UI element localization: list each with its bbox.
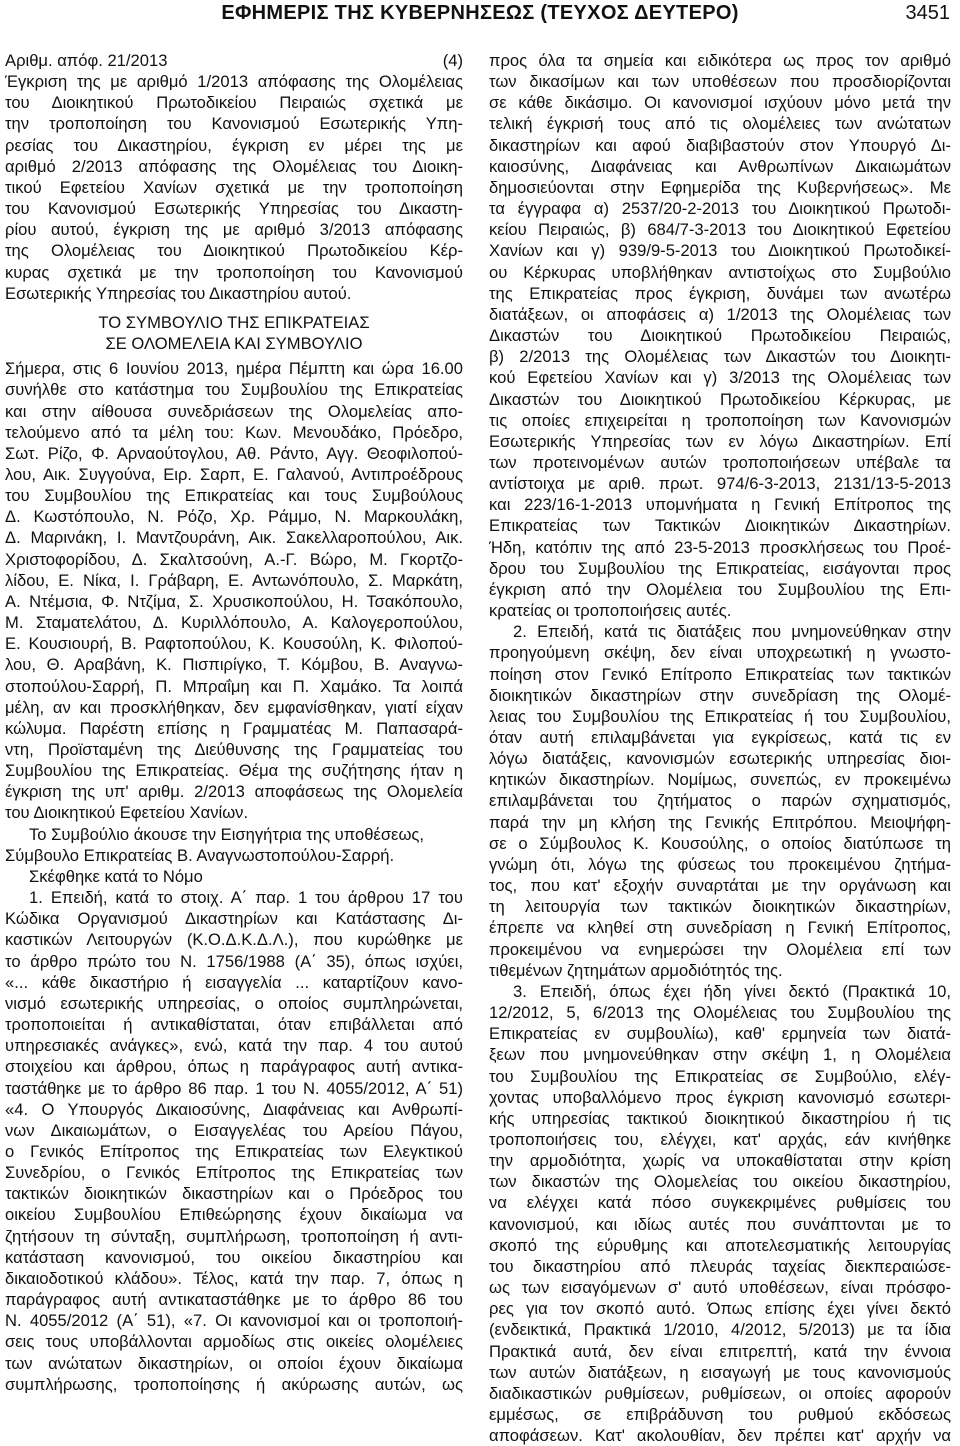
text-line: του Διοικητικού Πρωτοδικείου Πειραιώς σχετικά με bbox=[5, 93, 463, 113]
text-line: ρεσίας του Δικαστηρίου, έγκριση εν μέρει της με bbox=[5, 135, 463, 155]
text-line: αντίστοιχα με αριθ. πρωτ. 974/6-3-2013, 2131/13-5-2013 bbox=[489, 474, 951, 494]
text-line: των ανώτατων δικαστηρίων, οι οποίοι έχουν δικαίωμα bbox=[5, 1353, 463, 1373]
text-line: διαδικαστικών ρυθμίσεων, ρυθμίσεων, οι οποίες αφορούν bbox=[489, 1383, 951, 1403]
text-line: ρες για τον σκοπό αυτό. Όπως επίσης έχει γίνει δεκτό bbox=[489, 1299, 951, 1319]
page-number: 3451 bbox=[905, 2, 950, 24]
text-line: λίδου, Ε. Νίκα, Ι. Γράβαρη, Ε. Αντωνόπουλο, Σ. Μαρκάτη, bbox=[5, 570, 463, 590]
text-line: Δικαστών του Διοικητικού Πρωτοδικείου Κέρκυρας, με bbox=[489, 389, 951, 409]
text-line: Α. Ντέμσια, Φ. Ντζίμα, Σ. Χρυσικοπούλου, Η. Τσακόπουλο, bbox=[5, 591, 463, 611]
text-line: γνώμη ότι, λόγω της φύσεως του προκειμένου ζητήμα- bbox=[489, 854, 951, 874]
decision-summary bbox=[5, 71, 463, 304]
text-line: τα έγγραφα α) 2537/20-2-2013 του Διοικητικού Πρωτοδι- bbox=[489, 199, 951, 219]
text-line: δικαστηρίων και αφού διαβιβαστούν στον Υπουργό Δι- bbox=[489, 135, 951, 155]
text-line: σεις τους υποβάλλονται αρμοδίως στις οικείες ολομέλειες bbox=[5, 1332, 463, 1352]
text-line: Εσωτερικής Υπηρεσίας του Δικαστηρίου αυτού. bbox=[5, 283, 352, 303]
council-heading bbox=[5, 312, 463, 354]
text-line: ποίηση στον Γενικό Επίτροπο Επικρατείας των τακτικών bbox=[489, 664, 951, 684]
text-line: λου, Αικ. Συγγούνα, Ειρ. Σαρπ, Ε. Γαλανού, Αντιπροέδρους bbox=[5, 464, 463, 484]
text-line: 3. Επειδή, όπως έχει ήδη γίνει δεκτό (Πρακτικά 10, bbox=[513, 981, 951, 1001]
text-line: κρατείας οι τροποποιήσεις αυτές. bbox=[489, 601, 732, 621]
text-line: την αρμοδιότητα, χωρίς να υποκαθίσταται στην κρίση bbox=[489, 1151, 951, 1171]
text-line: β) 2/2013 της Ολομέλειας των Δικαστών του Διοικητι- bbox=[489, 347, 951, 367]
text-line: κυρας σχετικά με την τροποποίηση του Κανονισμού bbox=[5, 262, 463, 282]
text-line: υπηρεσιακές ανάγκες», ενώ, κατά την παρ. 4 του αυτού bbox=[5, 1036, 463, 1056]
text-line: επιλαμβάνεται του ζητήματος ο παρών σχηματισμός, bbox=[489, 791, 951, 811]
text-line: Δικαστών του Διοικητικού Πρωτοδικείου Πειραιώς, bbox=[489, 326, 951, 346]
text-line: τακτικών διοικητικών δικαστηρίων και ο Πρόεδρος του bbox=[5, 1184, 463, 1204]
council-heading-line-1: ΤΟ ΣΥΜΒΟΥΛΙΟ ΤΗΣ ΕΠΙΚΡΑΤΕΙΑΣ bbox=[98, 312, 370, 332]
text-line: Δ. Κωστόπουλο, Ν. Ρόζο, Χρ. Ράμμο, Ν. Μαρκουλάκη, bbox=[5, 507, 463, 527]
text-line: έγκριση από την Ολομέλεια του Συμβουλίου της Επι- bbox=[489, 579, 951, 599]
text-line: αποφάσεων. Κατ' ακολουθίαν, δεν πρέπει κατ' αρχήν να bbox=[489, 1426, 951, 1446]
text-line: ζητήσουν τη σύνταξη, συμπλήρωση, τροποποίηση ή αντι- bbox=[5, 1226, 463, 1246]
text-line: συμπλήρωσης, τροποποίησης ή ακύρωσης αυτών, ως bbox=[5, 1374, 463, 1394]
text-line: στοπούλου-Σαρρή, Π. Μπραΐμη και Π. Χαμάκο. Τα λοιπά bbox=[5, 676, 463, 696]
text-line: σε ο Σύμβουλος Κ. Κουσούλης, ο οποίος διατύπωσε τη bbox=[489, 833, 951, 853]
text-line: παρά την μη κλήση της Γενικής Επιτρόπου. Μειοψήφη- bbox=[489, 812, 951, 832]
text-line: διοικητικών δικαστηρίων στην συνεδρίαση της Ολομέ- bbox=[489, 685, 951, 705]
text-line: του Συμβουλίου της Επικρατείας σε Συμβούλιο, ελέγ- bbox=[489, 1066, 951, 1086]
text-line: προς όλα τα σημεία και ειδικότερα ως προς τον αριθμό bbox=[489, 51, 951, 70]
text-line: λόγω διατάξεις, κανονισμών εσωτερικής υπηρεσίας διοι- bbox=[489, 749, 951, 769]
right-column bbox=[489, 50, 951, 1446]
text-line: Πρακτικά αυτά, δεν είναι επιτρεπτή, κατά την έννοια bbox=[489, 1341, 951, 1361]
text-line: της Επικρατείας προς έγκριση, δυνάμει των ανωτέρω bbox=[489, 283, 951, 303]
text-line: ο Γενικός Επίτροπος της Επικρατείας των Ελεγκτικού bbox=[5, 1141, 463, 1161]
left-body-text bbox=[5, 358, 463, 1395]
text-line: Έγκριση της με αριθμό 1/2013 απόφασης της Ολομέλειας bbox=[5, 72, 463, 92]
text-line: Σκέφθηκε κατά το Νόμο bbox=[29, 866, 203, 886]
text-line: τικού Εφετείου Χανίων σχετικά με την τροποποίηση bbox=[5, 177, 463, 197]
gazette-title: ΕΦΗΜΕΡΙΣ ΤΗΣ ΚΥΒΕΡΝΗΣΕΩΣ (ΤΕΥΧΟΣ ΔΕΥΤΕΡΟ) bbox=[221, 2, 739, 24]
text-line: προηγούμενη σκέψη, δεν είναι υποχρεωτική η γνωστο- bbox=[489, 643, 951, 663]
text-line: τροποποιήσεις του, ελέγχει, κατ' αρχάς, εάν κινήθηκε bbox=[489, 1129, 951, 1149]
text-line: και στην αίθουσα συνεδριάσεων της Ολομελείας απο- bbox=[5, 401, 463, 421]
text-line: σκοπό της εύρυθμης και αποτελεσματικής λειτουργίας bbox=[489, 1235, 951, 1255]
text-line: νισμό εσωτερικής υπηρεσίας, ο οποίος συμπληρώνεται, bbox=[5, 993, 463, 1013]
text-line: κώλυμα. Παρέστη επίσης η Γραμματέας Μ. Παπασαρά- bbox=[5, 718, 463, 738]
text-line: Δ. Μαρινάκη, Ι. Μαντζουράνη, Αικ. Σακελλαροπούλου, Αικ. bbox=[5, 528, 463, 548]
text-line: των δικασίμων και των υποθέσεων που προσδιορίζονται bbox=[489, 72, 951, 92]
page-header bbox=[0, 0, 960, 36]
text-line: Σήμερα, στις 6 Ιουνίου 2013, ημέρα Πέμπτη και ώρα 16.00 bbox=[5, 359, 463, 379]
text-line: ξεων που μνημονεύθηκαν στην σκέψη 1, η Ολομέλεια bbox=[489, 1045, 951, 1065]
text-line: συνήλθε στο κατάστημα του Συμβουλίου της Επικρατείας bbox=[5, 380, 463, 400]
decision-line bbox=[5, 50, 463, 71]
text-line: τελική έγκρισή τους από τις ολομέλειες των ανώτατων bbox=[489, 114, 951, 134]
text-line: μέλη, αν και προσκλήθηκαν, δεν εμφανίσθηκαν, γιατί είχαν bbox=[5, 697, 463, 717]
text-line: έπρεπε να κληθεί στη συνεδρίαση η Γενική Επίτροπος, bbox=[489, 918, 951, 938]
text-line: στοιχείου και άρθρου, όπως η παράγραφος αυτή αντικα- bbox=[5, 1057, 463, 1077]
text-line: παράγραφος αυτή αντικαταστάθηκε με το άρθρο 86 του bbox=[5, 1290, 463, 1310]
right-body-text bbox=[489, 50, 951, 1446]
text-line: τελούμενο από τα μέλη του: Κων. Μενουδάκο, Πρόεδρο, bbox=[5, 422, 463, 442]
text-line: δρου του Συμβουλίου της Επικρατείας, εισάγονται προς bbox=[489, 558, 951, 578]
text-line: των δικαστών της Ολομελείας του οικείου δικαστηρίου, bbox=[489, 1172, 951, 1192]
text-line: ου Κέρκυρας υποβλήθηκαν αντιστοίχως στο Συμβούλιο bbox=[489, 262, 951, 282]
text-line: ρίου αυτού, έγκριση της με αριθμό 3/2013 απόφασης bbox=[5, 220, 463, 240]
decision-index: (4) bbox=[442, 51, 463, 70]
text-line: Ήδη, κατόπιν της από 23-5-2013 προσκλήσεως του Προέ- bbox=[489, 537, 951, 557]
text-line: λειας του Συμβουλίου της Επικρατείας ή του Συμβουλίου, bbox=[489, 706, 951, 726]
text-line: αριθμό 2/2013 απόφασης της Ολομέλειας του Διοικη- bbox=[5, 156, 463, 176]
text-line: του Διοικητικού Εφετείου Χανίων. bbox=[5, 803, 249, 823]
text-line: (ενδεικτικά, Πρακτικά 1/2010, 4/2012, 5/2013) με τα ίδια bbox=[489, 1320, 951, 1340]
text-line: Το Συμβούλιο άκουσε την Εισηγήτρια της υποθέσεως, bbox=[29, 824, 425, 844]
text-line: κανονισμού, και ιδίως αυτές που συνάπτονται με το bbox=[489, 1214, 951, 1234]
text-line: ταστάθηκε με το άρθρο 86 παρ. 1 του Ν. 4055/2012, Α΄ 51) bbox=[5, 1078, 463, 1098]
text-line: Ν. 4055/2012 (Α΄ 51), «7. Οι κανονισμοί και οι τροποποιή- bbox=[5, 1311, 463, 1331]
text-line: οικείου Συμβουλίου Επιθεώρησης έχουν δικαίωμα να bbox=[5, 1205, 463, 1225]
text-line: Ε. Κουσιουρή, Β. Ραφτοπούλου, Κ. Κουσούλη, Κ. Φιλοπού- bbox=[5, 634, 463, 654]
text-line: Συνεδρίου, ο Γενικός Επίτροπος της Επικρατείας των bbox=[5, 1163, 463, 1183]
text-line: Σύμβουλο Επικρατείας Β. Αναγνωστοπούλου-Σαρρή. bbox=[5, 845, 395, 865]
text-line: Εσωτερικής Υπηρεσίας των εν λόγω Δικαστηρίων. Επί bbox=[489, 431, 951, 451]
text-line: την τροποποίηση του Κανονισμού Εσωτερικής Υπη- bbox=[5, 114, 463, 134]
decision-ref: Αριθμ. απόφ. 21/2013 bbox=[5, 51, 168, 70]
text-line: κής υπηρεσίας τακτικού διοικητικού δικαστηρίου ή τις bbox=[489, 1108, 951, 1128]
text-line: 12/2012, 5, 6/2013 της Ολομέλειας του Συμβουλίου της bbox=[489, 1003, 951, 1023]
text-line: της Ολομέλειας του Διοικητικού Πρωτοδικείου Κέρ- bbox=[5, 241, 463, 261]
text-line: ντη, Προϊσταμένη της Διεύθυνσης της Γραμματείας του bbox=[5, 740, 463, 759]
text-line: τις οποίες επιχειρείται η τροποποίηση των Κανονισμών bbox=[489, 410, 951, 430]
text-line: Κώδικα Οργανισμού Δικαστηρίων και Κατάστασης Δι- bbox=[5, 909, 463, 929]
text-line: κού Εφετείου Χανίων και γ) 3/2013 της Ολομέλειας των bbox=[489, 368, 951, 388]
text-line: «... κάθε δικαστήριο ή εισαγγελία ... καταρτίζουν κανο- bbox=[5, 972, 463, 992]
text-line: καιοσύνης, Διαφάνειας και Ανθρωπίνων Δικαιωμάτων bbox=[489, 156, 951, 176]
text-line: τιθεμένων ζητημάτων αρμοδιότητός της. bbox=[489, 960, 783, 980]
text-line: του δικαστηρίου από πλευράς ταχείας διεκπεραιώσε- bbox=[489, 1256, 951, 1276]
text-line: 1. Επειδή, κατά το στοιχ. Α΄ παρ. 1 του άρθρου 17 του bbox=[29, 888, 463, 908]
text-line: σε κάθε δικάσιμο. Οι κανονισμοί ισχύουν μόνο μετά την bbox=[489, 93, 951, 113]
council-heading-line-2: ΣΕ ΟΛΟΜΕΛΕΙΑ ΚΑΙ ΣΥΜΒΟΥΛΙΟ bbox=[105, 334, 363, 354]
text-line: ως των εισαγόμενων σ' αυτό υποθέσεων, είναι πρόσφο- bbox=[489, 1278, 951, 1298]
text-line: 2. Επειδή, κατά τις διατάξεις που μνημονεύθηκαν στην bbox=[513, 622, 951, 642]
text-line: όταν αυτή επιλαμβάνεται για εγκρίσεως, κατά τις εν bbox=[489, 728, 951, 747]
text-line: κείου Πειραιώς, β) 684/7-3-2013 του Διοικητικού Εφετείου bbox=[489, 220, 951, 240]
text-line: Σωτ. Ρίζο, Φ. Αρναούτογλου, Αθ. Ράντο, Αγγ. Θεοφιλοπού- bbox=[5, 443, 463, 463]
text-line: τροποποιείται ή αντικαθίσταται, όταν επιβάλλεται από bbox=[5, 1015, 463, 1035]
text-line: κατάσταση κανονισμού, του οικείου δικαστηρίου και bbox=[5, 1247, 463, 1267]
text-line: και 223/16-1-2013 υπομνήματα η Γενική Επίτροπος της bbox=[489, 495, 951, 515]
text-line: Χανίων και γ) 939/9-5-2013 του Διοικητικού Πρωτοδικεί- bbox=[489, 241, 951, 261]
text-line: τος, που κατ' εξοχήν συναρτάται με την οργάνωση και bbox=[489, 876, 951, 896]
text-line: των αυτών διατάξεων, η εισαγωγή με τους κανονισμούς bbox=[489, 1362, 951, 1382]
left-column bbox=[5, 50, 463, 1395]
text-line: εμμέσως, σε επιβράδυνση του ρυθμού εκδόσεως bbox=[489, 1405, 951, 1424]
text-line: Μ. Σταματελάτου, Δ. Κυριλλόπουλο, Α. Καλογεροπούλου, bbox=[5, 613, 463, 633]
text-line: δικαιοδοτικού κλάδου». Τέλος, κατά την παρ. 7, όπως η bbox=[5, 1268, 463, 1288]
text-line: χοντας υποβαλλόμενο προς έγκριση κανονισμό εσωτερι- bbox=[489, 1087, 951, 1107]
text-line: Χριστοφορίδου, Δ. Σκαλτσούνη, Α.-Γ. Βώρο, Μ. Γκορτζο- bbox=[5, 549, 463, 569]
text-line: «4. Ο Υπουργός Δικαιοσύνης, Διαφάνειας και Ανθρωπί- bbox=[5, 1099, 463, 1119]
text-line: Συμβουλίου της Επικρατείας. Θέμα της συζήτησης ήταν η bbox=[5, 761, 463, 781]
text-line: λου, Θ. Αραβάνη, Κ. Πισπιρίγκο, Τ. Κόμβου, Β. Αναγνω- bbox=[5, 655, 463, 675]
text-line: κητικών δικαστηρίων. Νομίμως, συνεπώς, εν προκειμένω bbox=[489, 770, 951, 790]
text-line: τη λειτουργία των τακτικών διοικητικών δικαστηρίων, bbox=[489, 897, 951, 917]
text-line: του Συμβουλίου της Επικρατείας και τους Συμβούλους bbox=[5, 486, 463, 506]
text-line: νων Δικαιωμάτων, ο Εισαγγελέας του Αρείου Πάγου, bbox=[5, 1120, 463, 1140]
text-line: δημοσιεύονται στην Εφημερίδα της Κυβερνήσεως». Με bbox=[489, 177, 951, 197]
text-line: καστικών Λειτουργών (Κ.Ο.Δ.Κ.Δ.Λ.), που κυρώθηκε με bbox=[5, 930, 463, 950]
text-line: διατάξεων, οι αποφάσεις α) 1/2013 της Ολομέλειας των bbox=[489, 304, 951, 324]
text-line: έγκριση της υπ' αριθμ. 2/2013 αποφάσεως της Ολομελεία bbox=[5, 782, 463, 802]
text-line: το άρθρο πρώτο του Ν. 1756/1988 (Α΄ 35), όπως ισχύει, bbox=[5, 951, 463, 971]
text-line: των προτεινομένων αυτών τροποποιήσεων υπέβαλε τα bbox=[489, 452, 951, 472]
text-line: Επικρατείας των Τακτικών Διοικητικών Δικαστηρίων. bbox=[489, 516, 951, 536]
text-line: προκειμένου να ενημερώσει την Ολομέλεια επί των bbox=[489, 939, 951, 959]
text-line: του Κανονισμού Εσωτερικής Υπηρεσίας του Δικαστη- bbox=[5, 199, 463, 219]
text-line: Επικρατείας εν συμβουλίω), καθ' ερμηνεία των διατά- bbox=[489, 1024, 951, 1044]
text-line: να ελέγχει κατά πόσο συγκεκριμένες ρυθμίσεις του bbox=[489, 1193, 951, 1213]
